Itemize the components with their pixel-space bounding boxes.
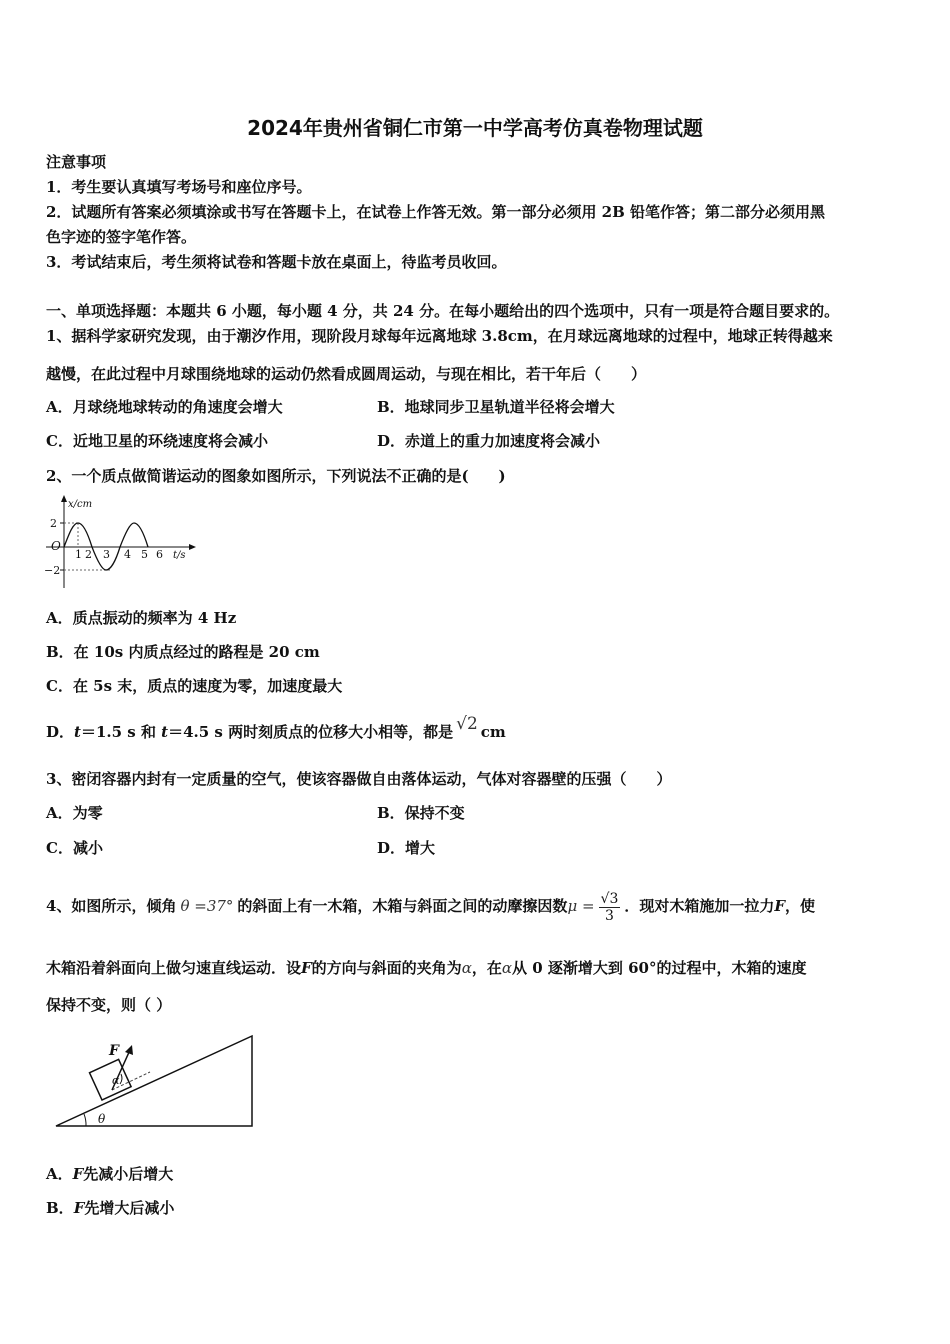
q2-option-d	[46, 714, 506, 742]
graph-xtick-5: 5	[141, 548, 148, 561]
q1-stem-line1: 1、据科学家研究发现，由于潮汐作用，现阶段月球每年远离地球 3.8cm，在月球远离地球的过程中，地球正转得越来	[46, 327, 833, 345]
q4-incline-figure	[50, 1030, 262, 1130]
q3-stem: 3、密闭容器内封有一定质量的空气，使该容器做自由落体运动，气体对容器壁的压强（ ）	[46, 770, 672, 788]
notice-item-1: 1．考生要认真填写考场号和座位序号。	[46, 178, 312, 196]
q2-d-mid1: ＝1.5 s 和	[80, 723, 162, 741]
graph-xtick-3: 3	[103, 548, 110, 561]
graph-origin: O	[51, 539, 61, 553]
q4-mu-num: √3	[600, 890, 619, 907]
q4-line2c: ，在	[471, 959, 502, 977]
graph-xlabel: t/s	[173, 550, 186, 561]
notice-item-3: 3．考试结束后，考生须将试卷和答题卡放在桌面上，待监考员收回。	[46, 253, 507, 271]
q4-line2a: 木箱沿着斜面向上做匀速直线运动．设	[46, 959, 302, 977]
q4-mu: μ =	[567, 897, 595, 915]
q4-option-b	[46, 1198, 174, 1218]
q4-stem-line1	[46, 888, 815, 924]
q2-option-b: B．在 10s 内质点经过的路程是 20 cm	[46, 643, 320, 661]
q2-d-mid2: ＝4.5 s 两时刻质点的位移大小相等，都是	[168, 723, 454, 741]
q4-line2b: 的方向与斜面的夹角为	[311, 959, 462, 977]
q4-stem-line3: 保持不变，则（ ）	[46, 996, 172, 1014]
q3-option-d: D．增大	[377, 839, 436, 857]
q4-fig-alpha: α	[112, 1074, 120, 1087]
q4-alpha1: α	[461, 959, 472, 977]
section-heading: 一、单项选择题：本题共 6 小题，每小题 4 分，共 24 分。在每小题给出的四个选项中，只有一项是符合题目要求的。	[46, 302, 840, 320]
q4-pre: 4、如图所示，倾角	[46, 897, 177, 915]
q4-b-F: F	[73, 1199, 85, 1217]
q3-option-a: A．为零	[46, 804, 103, 822]
graph-ylabel: x/cm	[68, 499, 93, 510]
q1-stem-line2: 越慢，在此过程中月球围绕地球的运动仍然看成圆周运动，与现在相比，若干年后（ ）	[46, 365, 647, 383]
q4-line2d: 从 0 逐渐增大到 60°的过程中，木箱的速度	[511, 959, 807, 977]
q4-option-a	[46, 1164, 173, 1184]
q1-option-c: C．近地卫星的环绕速度将会减小	[46, 432, 268, 450]
q3-option-c: C．减小	[46, 839, 103, 857]
notice-item-2: 2．试题所有答案必须填涂或书写在答题卡上，在试卷上作答无效。第一部分必须用 2B 铅笔作答；第二部分必须用黑	[46, 203, 826, 221]
q4-angle: θ =37°	[180, 897, 234, 915]
q4-fig-theta: θ	[98, 1112, 106, 1126]
graph-y-neg: −2	[44, 564, 61, 577]
q4-post2: ，使	[785, 897, 816, 915]
q4-fig-F: F	[109, 1043, 119, 1059]
q2-d-unit: cm	[480, 723, 506, 741]
q1-option-d: D．赤道上的重力加速度将会减小	[377, 432, 601, 450]
q1-option-b: B．地球同步卫星轨道半径将会增大	[377, 398, 615, 416]
q1-option-a: A．月球绕地球转动的角速度会增大	[46, 398, 283, 416]
graph-xtick-1: 1	[75, 548, 82, 561]
notice-item-2-cont: 色字迹的签字笔作答。	[46, 228, 197, 246]
q2-d-prefix: D．	[46, 723, 75, 741]
graph-xtick-4: 4	[124, 548, 131, 561]
q4-b-text: 先增大后减小	[84, 1199, 175, 1217]
q4-F2: F	[301, 959, 312, 977]
q4-a-F: F	[72, 1165, 84, 1183]
q2-d-root: √2	[456, 714, 478, 734]
graph-xtick-2: 2	[85, 548, 92, 561]
q4-F1: F	[774, 897, 786, 915]
q4-a-text: 先减小后增大	[83, 1165, 174, 1183]
q4-alpha2: α	[501, 959, 512, 977]
q2-option-a: A．质点振动的频率为 4 Hz	[46, 609, 237, 627]
graph-y-pos: 2	[50, 517, 57, 530]
q2-oscillation-graph	[40, 492, 200, 592]
q4-a-prefix: A．	[46, 1165, 73, 1183]
q2-d-t2: t	[161, 723, 169, 741]
notice-heading: 注意事项	[46, 153, 107, 171]
q4-mid: 的斜面上有一木箱，木箱与斜面之间的动摩擦因数	[237, 897, 568, 915]
q2-d-t1: t	[74, 723, 81, 741]
q3-option-b: B．保持不变	[377, 804, 465, 822]
q4-stem-line2	[46, 958, 806, 978]
q4-mu-den: 3	[604, 907, 614, 924]
q4-mu-fraction	[599, 891, 621, 924]
q4-b-prefix: B．	[46, 1199, 74, 1217]
graph-xtick-6: 6	[156, 548, 163, 561]
page-title: 2024年贵州省铜仁市第一中学高考仿真卷物理试题	[247, 116, 703, 140]
q2-option-c: C．在 5s 末，质点的速度为零，加速度最大	[46, 677, 343, 695]
q2-stem: 2、一个质点做简谐运动的图象如图所示，下列说法不正确的是( )	[46, 467, 506, 485]
q4-post: ．现对木箱施加一拉力	[624, 897, 775, 915]
